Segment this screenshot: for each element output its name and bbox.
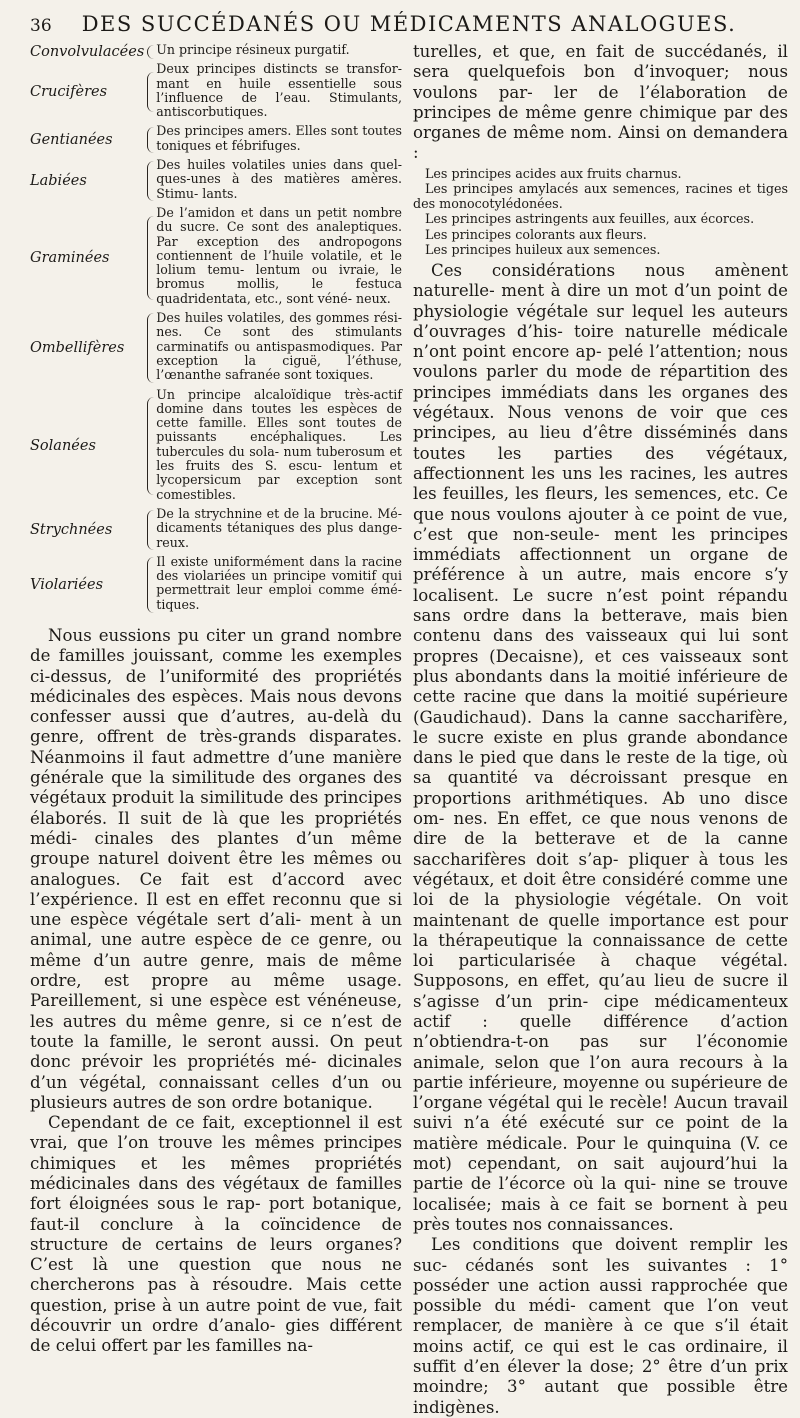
table-row [30, 42, 402, 61]
brace [147, 313, 155, 383]
brace [147, 510, 155, 550]
brace [147, 557, 155, 613]
family-name: Gentianées [30, 132, 113, 149]
family-name: Violariées [30, 576, 104, 593]
family-description: De l’amidon et dans un petit nombre du sucre. Ce sont des analeptiques. Par exception des andropogons contiennent de l’huile volatile, et le lolium temu- lentum ou ivraie, le bromus mollis, le festuca quadridentata, etc., sont véné- neux. [156, 204, 402, 306]
family-name: Solanées [30, 438, 96, 455]
table-row [30, 205, 402, 310]
brace [147, 127, 155, 153]
list-item: Les principes huileux aux semences. [425, 241, 661, 257]
page-number: 36 [30, 16, 52, 36]
brace [147, 161, 155, 201]
family-name: Graminées [30, 249, 110, 266]
principles-list [413, 166, 788, 257]
family-description: Deux principes distincts se transfor- mant en huile essentielle sous l’influence de l’eau. Stimulants, antiscorbutiques. [156, 61, 402, 120]
list-item: Les principes astringents aux feuilles, aux écorces. [425, 211, 755, 227]
list-item: Les principes acides aux fruits charnus. [425, 165, 682, 181]
family-name: Crucifères [30, 84, 108, 101]
brace [147, 72, 155, 112]
family-description: Des huiles volatiles, des gommes rési- nes. Ce sont des stimulants carminatifs ou antispasmodiques. Par exception la ciguë, l’éthuse, l’œnanthe safranée sont toxiques. [156, 310, 402, 383]
family-name: Ombellifères [30, 340, 125, 357]
list-item: Les principes colorants aux fleurs. [425, 226, 647, 242]
family-name: Strychnées [30, 521, 113, 538]
family-description: Des principes amers. Elles sont toutes toniques et fébrifuges. [156, 123, 402, 153]
family-name: Convolvulacées [30, 43, 145, 60]
table-row [30, 310, 402, 386]
right-column [413, 42, 788, 1418]
table-row [30, 387, 402, 506]
brace [147, 45, 155, 59]
table-row [30, 157, 402, 205]
family-description: De la strychnine et de la brucine. Mé- dicaments tétaniques des plus dange- reux. [156, 505, 402, 550]
family-name: Labiées [30, 173, 87, 190]
brace [147, 216, 155, 300]
plant-family-table [30, 42, 402, 616]
table-row [30, 554, 402, 616]
table-row [30, 61, 402, 123]
family-description: Des huiles volatiles unies dans quel- ques-unes à des matières amères. Stimu- lants. [156, 157, 402, 201]
body-paragraph: Nous eussions pu citer un grand nombre de familles jouissant, comme les exemples ci-dessus, de l’uniformité des propriétés médicinales des espèces. Mais nous devons confesser aussi que d’autres, au-delà du genre, offrent de très-grands disparates. Néanmoins il faut admettre d’une manière générale que la similitude des organes des végétaux produit la similitude des principes élaborés. Il suit de là que les propriétés médi- cinales des plantes d’un même groupe naturel doivent être les mêmes ou analogues. Ce fait est d’accord avec l’expérience. Il est en effet reconnu que si une espèce végétale sert d’ali- ment à un animal, une autre espèce de ce genre, ou même d’un autre genre, mais de même ordre, est propre au même usage. Pareillement, si une espèce est vénéneuse, les autres du même genre, si ce n’est de toute la famille, le seront aussi. On peut donc prévoir les propriétés mé- dicinales d’un végétal, connaissant celles d’un ou plusieurs autres de son ordre botanique. [30, 625, 402, 1112]
left-column [30, 42, 402, 1357]
family-description: Il existe uniformément dans la racine des violariées un principe vomitif qui permettrait leur emploi comme émé- tiques. [156, 553, 402, 612]
table-row [30, 506, 402, 554]
body-paragraph: Ces considérations nous amènent naturelle- ment à dire un mot d’un point de physiologie végétale sur lequel les auteurs d’ouvrages d’his- toire naturelle médicale n’ont point encore ap- pelé l’attention; nous voulons parler du mode de répartition des principes immédiats dans les organes des végétaux. Nous venons de voir que ces principes, au lieu d’être disséminés dans toutes les parties des végétaux, affectionnent les uns les racines, les autres les feuilles, les fleurs, les semences, etc. Ce que nous voulons ajouter à ce point de vue, c’est que non-seule- ment les principes immédiats affectionnent un organe de préférence à un autre, mais encore s’y localisent. Le sucre n’est point répandu sans ordre dans la betterave, mais bien contenu dans des vaisseaux qui lui sont propres (Decaisne), et ces vaisseaux sont plus abondants dans la moitié inférieure de cette racine que dans la moitié supérieure (Gaudichaud). Dans la canne saccharifère, le sucre existe en plus grande abondance dans le pied que dans le reste de la tige, où sa quantité va décroissant presque en proportions arithmétiques. Ab uno disce om- nes. En effet, ce que nous venons de dire de la betterave et de la canne saccharifères doit s’ap- pliquer à tous les végétaux, et doit être considéré comme une loi de la physiologie végétale. On voit maintenant de quelle importance est pour la thérapeutique la connaissance de cette loi particularisée à chaque végétal. Supposons, en effet, qu’au lieu de sucre il s’agisse d’un prin- cipe médicamenteux actif : quelle différence d’action n’obtiendra-t-on pas sur l’économie animale, selon que l’on aura recours à la partie inférieure, moyenne ou supérieure de l’organe végétal qui le recèle! Aucun travail suivi n’a été exécuté sur ce point de la matière médicale. Pour le quinquina (V. ce mot) cependant, on sait aujourd’hui la partie de l’écorce où la qui- nine se trouve localisée; mais à ce fait se bornent à peu près toutes nos connaissances. [413, 261, 788, 1234]
list-item: Les principes amylacés aux semences, racines et tiges des monocotylédonées. [413, 180, 788, 212]
body-paragraph: turelles, et que, en fait de succédanés, il sera quelquefois bon d’invoquer; nous voulons par- ler de l’élaboration de principes de même genre chimique par des organes de même nom. Ainsi on demandera : [413, 42, 788, 163]
page-header [30, 10, 788, 38]
table-row [30, 123, 402, 157]
body-paragraph: Cependant de ce fait, exceptionnel il est vrai, que l’on trouve les mêmes principes chimiques et les mêmes propriétés médicinales dans des végétaux de familles fort éloignées sous le rap- port botanique, faut-il conclure à la coïncidence de structure de certains de leurs organes? C’est là une question que nous ne chercherons pas à résoudre. Mais cette question, prise à un autre point de vue, fait découvrir un ordre d’analo- gies différent de celui offert par les familles na- [30, 1113, 402, 1356]
running-title: DES SUCCÉDANÉS OU MÉDICAMENTS ANALOGUES. [81, 12, 737, 36]
family-description: Un principe alcaloïdique très-actif domine dans toutes les espèces de cette famille. Elles sont toutes de puissants encéphaliques. Les tubercules du sola- num tuberosum et les fruits des S. escu- lentum et lycopersicum par exception sont comestibles. [156, 386, 402, 502]
family-description: Un principe résineux purgatif. [156, 42, 350, 57]
brace [147, 397, 155, 495]
body-paragraph: Les conditions que doivent remplir les suc- cédanés sont les suivantes : 1° posséder une action aussi rapprochée que possible du médi- cament que l’on veut remplacer, de manière à ce que s’il était moins actif, ce qui est le cas ordinaire, il suffit d’en élever la dose; 2° être d’un prix moindre; 3° autant que possible être indigènes. [413, 1235, 788, 1417]
